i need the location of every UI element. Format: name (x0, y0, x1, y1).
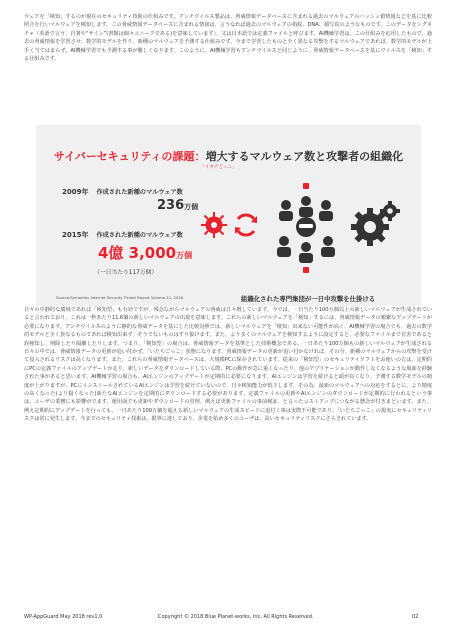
footer-doc-id: WP-AppGuard May 2018 rev1.0 (24, 614, 103, 620)
year-2009: 2009年 (62, 188, 89, 196)
source-note: Source:Symantec Internet Security Threat Report Volume 21, 2016 (56, 295, 184, 300)
infographic-caption: 組織化された専門集団が一日中攻撃を仕掛ける (241, 295, 376, 303)
count-2015-unit: 万個 (176, 251, 193, 260)
cycle-arrows-icon (235, 215, 257, 235)
gears-icon (351, 201, 400, 246)
infographic-title-prefix: サイバーセキュリティの課題： (53, 150, 206, 163)
body-paragraph-2: 日々の中静的な環境であれば「検知型」も有効ですが、残念ながらマルウェアの脅威は日々増しています。今では、一日当たり100万個以上の新しいマルウェアが生成されていると言われており、これは一秒あたり11.6個の新しいマルウェアの出現を意味します。これらの新しいマルウェアを「検知」するには、脅威情報データの頻繁なアップデートが必要になります。アンチウイルスのように静的な脅威データを基にした比較対照では、新しいマルウェアを「検知」出来ない可能性が高く、AI機械学習の場合でも、過去の数学的モデルと全く異なるものであれば検知出来ず、そうでないものはすり抜けます。また、より多くのマルウェアを検知するように設定すると、必要なファイルまで有害であると誤検知し、削除したり隔離したりします。つまり、「検知型」の場合は、脅威情報データを基準とした技術概念である、一日あたり100万個もの新しいマルウェアが生成される日々の中では、脅威情報データの更新が追い付かず、「いたちごっこ」状態になります。脅威情報データの更新が追い付かなければ、その分、新種のマルウェアからの攻撃を受けて侵入されるリスクは高くなります。また、これらの脅威情報データベースは、大規模PCに保存されています。従来の「検知型」のセキュリティソフトをお使いの方は、定期的にPCの定義ファイルのアップデートが走り、新しいデータをダウンロードしている際、PCの動作が急に重くなったり、他のアプリケーションが動作しなくなるような場面を経験された事があると思います。AI機械学習の場合も、AIエンジンのアップデートが定期的に必要になります。AIエンジンは学習を続けると頭が良くなり、予測する数学モデルの精度が上がりますが、PCにインストールされているAIエンジンは学習を続けていないので、日々検知能力が低下します。その為、最新のマルウェアへの対応をするとに、より精度の高くなった(より賢くなった)新たなAIエンジンを定期的にダウンロードする必要があります。定義ファイルの更新やAIエンジンのダウンロードが定期的に行われるという事は、ユーザの業務にも影響がでます。運用面でも更新やダウンロードの管理、例えば更新ファイルの事前検証、と言ったコストアップにつながる懸念が付きまといます。また、例え定期的にアップデートを行っても、一日あたり100万個を超える新しいマルウェアの生成スピードに追付く事は実際不可能であり、「いたちごっこ」の現実にセキュリティリスクは常に発生します。今までのセキュリティ技術は、限界に達しており、企業を始め多くのユーザは、高いセキュリティリスクにさらされています。 (24, 307, 432, 423)
hacker-group-icon (277, 183, 335, 273)
infographic-title-main: 増大するマルウェア数と攻撃者の組織化 (205, 150, 404, 163)
row-2015-text: 作成された新種のマルウェア数 (96, 232, 183, 239)
infographic-ruby: 「イタチごっこ」 (200, 165, 237, 170)
per-day-note: （一日当たり117万個） (94, 270, 158, 276)
row-2009-text: 作成された新種のマルウェア数 (96, 189, 183, 196)
malware-infographic (36, 125, 421, 306)
footer-page-number: 02 (412, 614, 419, 620)
count-2009-unit: 万個 (184, 203, 199, 211)
count-2009-number: 236 (157, 198, 185, 213)
count-2015-number: 4億 3,000 (98, 244, 177, 262)
virus-icon (201, 212, 227, 238)
footer-copyright: Copyright © 2018 Blue Planet-works, Inc. All Rights Reserved. (158, 614, 314, 620)
body-paragraph-1: ウェアを「検知」するのが現在のセキュリティ技術の仕組みです。アンチウイルス製品は、脅威情報データベースに含まれる過去のマルウェアのハッシュ値情報などを基に比較照合を行いマルウェアを検知します。この脅威情報データベースに含まれる情報は、言うなれば過去のマルウェアの指紋、DNA、顔写真のようなものです。このデータをシグネチャ（英語で言う、自署や“サイン”(書類は個々ユニークである)を意味しています）、又は日本語では定義ファイルと呼びます。AI機械学習は、この仕組みを応用したもので、過去の脅威情報を学習させ、数学的モデルを作り、新種のマルウェアを予測する仕組みです。今まで学習したものと全く異なる攻撃をするマルウェアであれば、数学的モデルが上手く当てはまらず、AI機械学習でも予測する事が難しくなります。このように、AI機械学習もアンチウイルスと同じように、脅威情報データベースを基にウイルスを「検知」する仕組みです。 (24, 14, 432, 63)
year-2015: 2015年 (62, 231, 89, 239)
infographic-icons (36, 125, 421, 306)
